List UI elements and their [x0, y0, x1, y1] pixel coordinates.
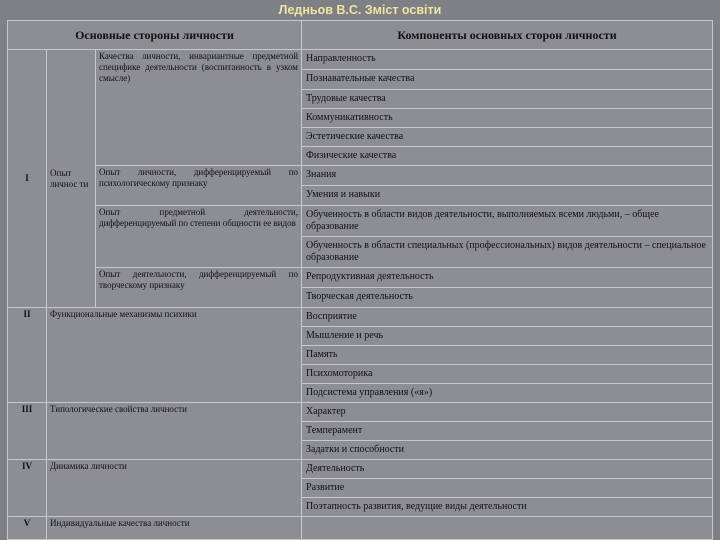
slide-title: Ледньов В.С. Зміст освіти: [278, 3, 442, 17]
section-desc: Индивидуальные качества личности: [47, 517, 302, 540]
section-desc: Опыт деятельности, дифференцируемый по творческому признаку: [96, 268, 302, 308]
section-desc: Опыт предметной деятельности, дифференцируемый по степени общности ее видов: [96, 206, 302, 268]
section-desc: Опыт личности, дифференцируемый по психологическому признаку: [96, 166, 302, 206]
component-cell: Задатки и способности: [302, 441, 713, 460]
component-cell: Память: [302, 346, 713, 365]
table-row: [8, 460, 713, 479]
component-cell: Мышление и речь: [302, 327, 713, 346]
header-row: [8, 21, 713, 50]
component-cell: Творческая деятельность: [302, 288, 713, 308]
row-number-V: V: [8, 517, 47, 540]
component-cell: Восприятие: [302, 308, 713, 327]
table-row: [8, 50, 713, 70]
component-cell: Психомоторика: [302, 365, 713, 384]
header-right: Компоненты основных сторон личности: [302, 21, 713, 50]
component-cell: Обученность в области специальных (профессиональных) видов деятельности – специальное образование: [302, 237, 713, 268]
row-number-IV: IV: [8, 460, 47, 517]
section-desc: Типологические свойства личности: [47, 403, 302, 460]
component-cell: Обученность в области видов деятельности, выполняемых всеми людьми, – общее образование: [302, 206, 713, 237]
component-cell: Познавательные качества: [302, 70, 713, 90]
component-cell: Знания: [302, 166, 713, 186]
section-desc: Динамика личности: [47, 460, 302, 517]
row-number-II: II: [8, 308, 47, 403]
experience-label: Опыт личнос ти: [47, 50, 96, 308]
component-cell: Деятельность: [302, 460, 713, 479]
table-row: [8, 308, 713, 327]
table-row: [8, 403, 713, 422]
component-cell: Поэтапность развития, ведущие виды деятельности: [302, 498, 713, 517]
table-row: [8, 268, 713, 288]
component-cell: Трудовые качества: [302, 90, 713, 109]
table-row: [8, 166, 713, 186]
table-row: [8, 206, 713, 237]
component-cell: Коммуникативность: [302, 109, 713, 128]
component-cell: Направленность: [302, 50, 713, 70]
component-cell: [302, 517, 713, 540]
component-cell: Физические качества: [302, 147, 713, 166]
component-cell: Характер: [302, 403, 713, 422]
section-desc: Качества личности, инвариантные предметной специфике деятельности (воспитанность в узком смысле): [96, 50, 302, 166]
component-cell: Умения и навыки: [302, 186, 713, 206]
personality-table: [7, 20, 713, 540]
component-cell: Эстетические качества: [302, 128, 713, 147]
row-number-I: I: [8, 50, 47, 308]
component-cell: Репродуктивная деятельность: [302, 268, 713, 288]
component-cell: Темперамент: [302, 422, 713, 441]
section-desc: Функциональные механизмы психики: [47, 308, 302, 403]
table-row: [8, 517, 713, 540]
component-cell: Развитие: [302, 479, 713, 498]
header-left: Основные стороны личности: [8, 21, 302, 50]
component-cell: Подсистема управления («я»): [302, 384, 713, 403]
row-number-III: III: [8, 403, 47, 460]
